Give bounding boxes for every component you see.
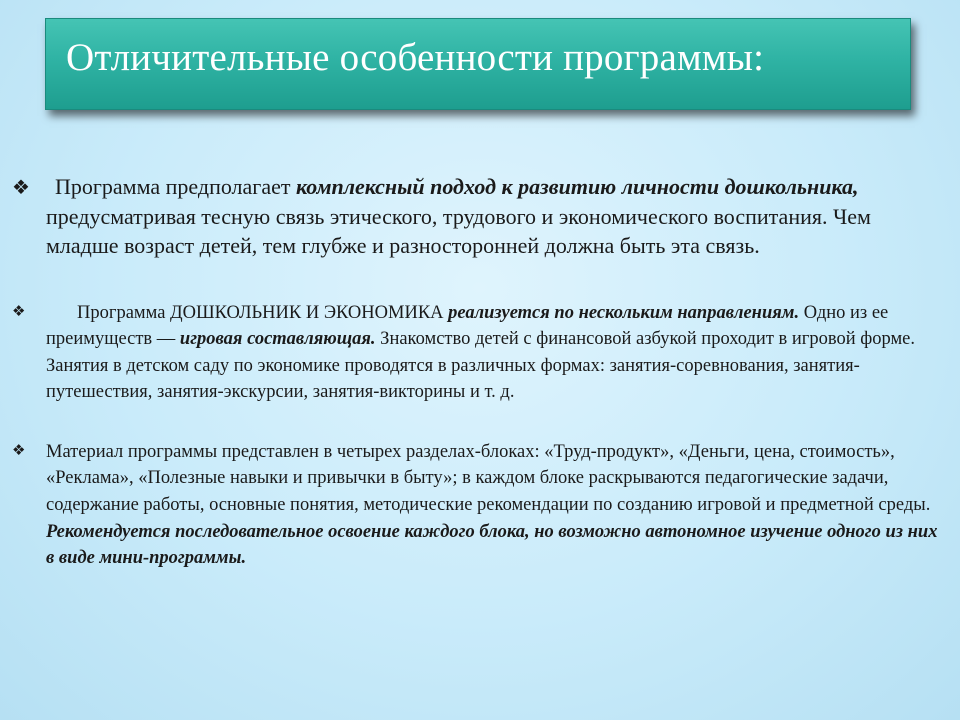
bullet-2-emphasis-1: реализуется по нескольким направлениям. <box>448 302 800 323</box>
bullet-item-1 <box>12 172 942 261</box>
title-banner <box>45 18 911 110</box>
bullet-3-text-1: Материал программы представлен в четырех разделах-блоках: «Труд-продукт», «Деньги, цена, стоимость», «Реклама», «Полезные навыки и привычки в быту»; в каждом блоке раскрываются педагогические задачи, содержание работы, основные понятия, методические рекомендации по созданию игровой и предметной среды. <box>46 441 931 516</box>
bullet-2-text-3: Знакомство детей с финансовой азбукой проходит в игровой форме. Занятия в детском саду по экономике проводятся в различных формах: занятия-соревнования, занятия-путешествия, занятия-экскурсии, занятия-викторины и т. д. <box>46 329 916 403</box>
diamond-bullet-icon: ❖ <box>12 175 30 199</box>
bullet-2-text-1: Программа ДОШКОЛЬНИК И ЭКОНОМИКА <box>77 302 449 323</box>
bullet-2-emphasis-2: игровая составляющая. <box>179 329 376 350</box>
bullet-3-emphasis: Рекомендуется последовательное освоение каждого блока, но возможно автономное изучение одного из них в виде мини-программы. <box>46 521 938 569</box>
diamond-bullet-icon: ❖ <box>12 440 26 459</box>
slide-title: Отличительные особенности программы: <box>66 36 765 79</box>
bullet-1-text-2: предусматривая тесную связь этического, трудового и экономического воспитания. Чем младше возраст детей, тем глубже и разносторонней должна быть эта связь. <box>46 203 871 258</box>
bullet-2-text-2: Одно из ее преимуществ — <box>46 302 889 350</box>
bullet-item-3 <box>12 439 942 572</box>
bullet-item-2 <box>12 300 942 406</box>
bullet-1-emphasis: комплексный подход к развитию личности дошкольника, <box>295 174 859 199</box>
bullet-list <box>12 172 942 572</box>
diamond-bullet-icon: ❖ <box>12 301 26 320</box>
bullet-1-text-1: Программа предполагает <box>55 174 296 199</box>
